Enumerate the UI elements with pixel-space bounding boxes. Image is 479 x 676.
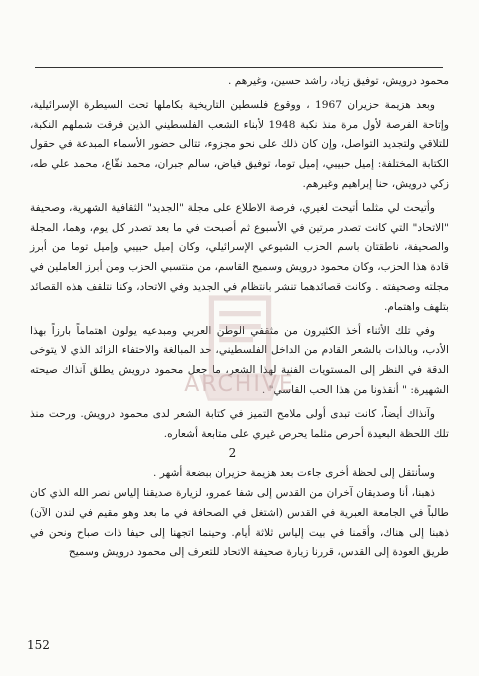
watermark-text: ARCHIVE: [184, 372, 295, 397]
paragraph: وبعد هزيمة حزيران 1967 ، ووقوع فلسطين التاريخية بكاملها تحت السيطرة الإسرائيلية، وإتاحة الفرصة لأول مرة منذ نكبة 1948 لأبناء الشعب الفلسطيني الذين فرقت شملهم النكبة، للتلاقي ولتجديد التواصل، وإن كان ذلك على نحو مجزوء، تتالى حضور الأسماء المبدعة في حقول الكتابة المختلفة: إميل حبيبي، إميل توما، توفيق فياض، سالم جبران، محمد نفّاع، محمد علي طه، زكي درويش، حنا إبراهيم وغيرهم.: [30, 98, 449, 190]
page-number: 152: [27, 638, 50, 652]
paragraph: وسأنتقل إلى لحظة أخرى جاءت بعد هزيمة حزيران ببضعة أشهر .: [153, 467, 435, 480]
paragraph: وآنذاك أيضاً، كانت تبدى أولى ملامح التميز في كتابة الشعر لدى محمود درويش. ورحت منذ تلك اللحظة البعيدة أحرص مثلما يحرص غيري على متابعة أشعاره.: [30, 407, 449, 440]
page-body: [30, 72, 449, 563]
paragraph: وفي تلك الأثناء أخذ الكثيرون من مثقفي الوطن العربي ومبدعيه يولون اهتماماً بارزاً بهذا الأدب، وبالذات بالشعر القادم من الداخل الفلسطيني، حد المبالغة والاحتفاء الزائد الذي لا يتوخى الدقة في النظر إلى المستويات الفنية لهذا الشعر، ما جعل محمود درويش يطلق آنذاك صيحته الشهيرة: " أنقذونا من هذا الحب القاسي" .: [30, 324, 449, 396]
paragraph: وأتيحت لي مثلما أتيحت لغيري، فرصة الاطلاع على مجلة "الجديد" الثقافية الشهرية، وصحيفة "الاتحاد" التي كانت تصدر مرتين في الأسبوع ثم أصبحت في ما بعد تصدر كل يوم، وهما، المجلة والصحيفة، ناطقتان باسم الحزب الشيوعي الإسرائيلي، وكان إميل حبيبي وإميل توما من أبرز قادة هذا الحزب، وكان محمود درويش وسميح القاسم، من منتسبي الحزب ومن أبرز العاملين في مجلته وصحيفته . وكانت قصائدهما تنشر بانتظام في الجديد وفي الاتحاد، وكنا نتلقف هذه القصائد بتلهف واهتمام.: [30, 201, 449, 313]
paragraph: محمود درويش، توفيق زياد، راشد حسين، وغيرهم .: [227, 75, 449, 87]
header-rule: [35, 67, 443, 68]
section-number: 2: [228, 446, 237, 461]
paragraph: ذهبنا، أنا وصديقان آخران من القدس إلى شفا عمرو، لزيارة صديقنا إلياس نصر الله الذي كان طالباً في الجامعة العبرية في القدس (اشتغل في الصحافة في ما بعد وهو مقيم في لندن الآن) ذهبنا إلى هناك، وأقمنا في بيت إلياس ثلاثة أيام. وحينما اتجهنا إلى حيفا ذات صباح ونحن في طريق العودة إلى القدس، قررنا زيارة صحيفة الاتحاد للتعرف إلى محمود درويش وسميح: [30, 486, 449, 559]
